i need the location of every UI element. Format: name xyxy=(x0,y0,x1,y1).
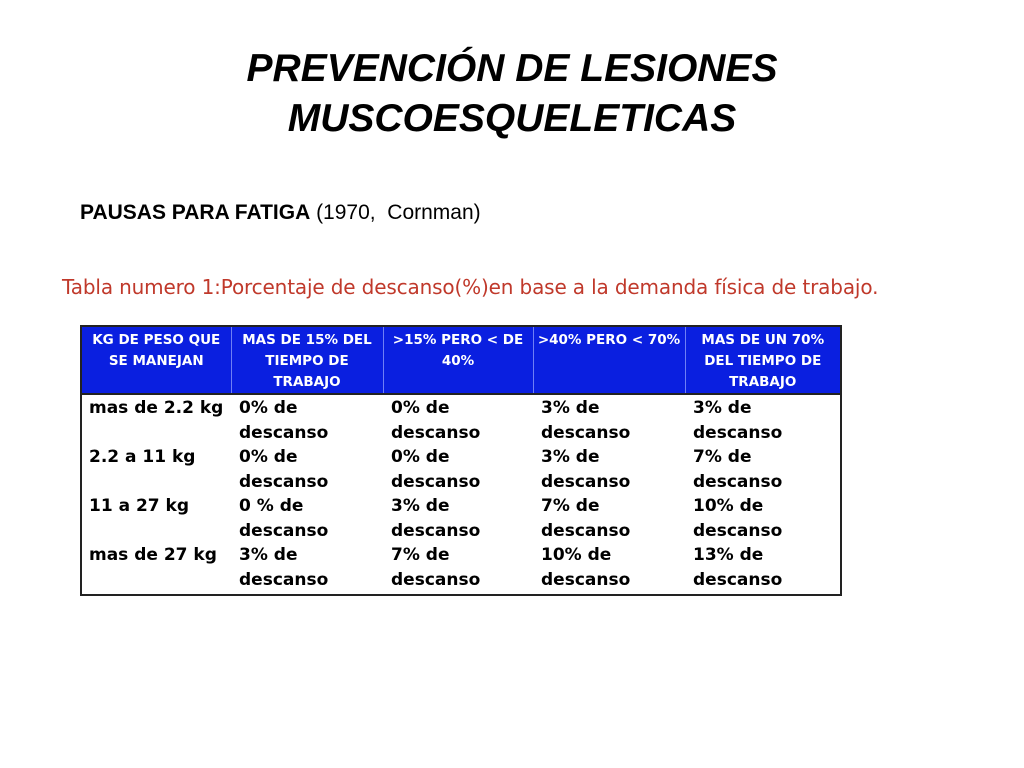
cell-value: 3% de xyxy=(541,447,600,467)
table-cell xyxy=(383,394,533,445)
cell-value: 0% de xyxy=(239,398,298,418)
cell-unit: descanso xyxy=(693,422,783,443)
cell-value: 13% de xyxy=(693,545,764,565)
table-cell xyxy=(383,445,533,494)
cell-value: 0% de xyxy=(391,447,450,467)
header-kg: KG DE PESO QUE SE MANEJAN xyxy=(81,326,231,394)
table-header-row xyxy=(81,326,841,394)
cell-unit: descanso xyxy=(541,569,631,590)
table-cell xyxy=(533,445,685,494)
cell-value: 0% de xyxy=(239,447,298,467)
table-cell xyxy=(231,394,383,445)
cell-unit: descanso xyxy=(391,520,481,541)
table-cell xyxy=(231,445,383,494)
cell-value: 7% de xyxy=(693,447,752,467)
kg-text: mas de 2.2 kg xyxy=(89,398,224,418)
table-cell xyxy=(383,543,533,595)
table-cell xyxy=(383,494,533,543)
table-caption: Tabla numero 1:Porcentaje de descanso(%)en base a la demanda física de trabajo. xyxy=(62,275,879,299)
table-row xyxy=(81,494,841,543)
table-cell xyxy=(231,494,383,543)
cell-unit: descanso xyxy=(391,422,481,443)
table-row xyxy=(81,445,841,494)
cell-unit: descanso xyxy=(239,422,329,443)
kg-text: mas de 27 kg xyxy=(89,545,217,565)
row-kg-label xyxy=(81,494,231,543)
cell-unit: descanso xyxy=(239,471,329,492)
table-cell xyxy=(533,394,685,445)
table-cell xyxy=(685,494,841,543)
slide-title-line-2: MUSCOESQUELETICAS xyxy=(287,97,737,140)
table-cell xyxy=(533,494,685,543)
subtitle xyxy=(80,199,481,227)
cell-unit: descanso xyxy=(693,569,783,590)
cell-value: 3% de xyxy=(541,398,600,418)
header-over-70: MAS DE UN 70% DEL TIEMPO DE TRABAJO xyxy=(685,326,841,394)
cell-unit: descanso xyxy=(391,569,481,590)
row-kg-label xyxy=(81,543,231,595)
table-row xyxy=(81,543,841,595)
table-row xyxy=(81,394,841,445)
slide-title-line-1: PREVENCIÓN DE LESIONES xyxy=(246,47,778,90)
row-kg-label xyxy=(81,394,231,445)
cell-value: 10% de xyxy=(541,545,612,565)
cell-unit: descanso xyxy=(541,471,631,492)
header-15-to-40: >15% PERO < DE 40% xyxy=(383,326,533,394)
cell-value: 7% de xyxy=(391,545,450,565)
subtitle-citation: (1970, Cornman) xyxy=(310,201,481,224)
cell-unit: descanso xyxy=(391,471,481,492)
cell-value: 3% de xyxy=(391,496,450,516)
subtitle-bold: PAUSAS PARA FATIGA xyxy=(80,201,311,224)
table-cell xyxy=(685,543,841,595)
row-kg-label xyxy=(81,445,231,494)
cell-unit: descanso xyxy=(541,422,631,443)
cell-unit: descanso xyxy=(239,520,329,541)
header-40-to-70: >40% PERO < 70% xyxy=(533,326,685,394)
table-cell xyxy=(685,394,841,445)
rest-percentage-table xyxy=(80,325,842,596)
header-over-15: MAS DE 15% DEL TIEMPO DE TRABAJO xyxy=(231,326,383,394)
table-cell xyxy=(685,445,841,494)
cell-unit: descanso xyxy=(239,569,329,590)
cell-value: 3% de xyxy=(239,545,298,565)
cell-unit: descanso xyxy=(693,520,783,541)
cell-value: 10% de xyxy=(693,496,764,516)
cell-unit: descanso xyxy=(541,520,631,541)
cell-value: 0 % de xyxy=(239,496,304,516)
slide-title xyxy=(0,44,1024,144)
table-cell xyxy=(231,543,383,595)
cell-value: 7% de xyxy=(541,496,600,516)
table-cell xyxy=(533,543,685,595)
kg-text: 2.2 a 11 kg xyxy=(89,447,196,467)
kg-text: 11 a 27 kg xyxy=(89,496,190,516)
cell-value: 0% de xyxy=(391,398,450,418)
cell-value: 3% de xyxy=(693,398,752,418)
cell-unit: descanso xyxy=(693,471,783,492)
